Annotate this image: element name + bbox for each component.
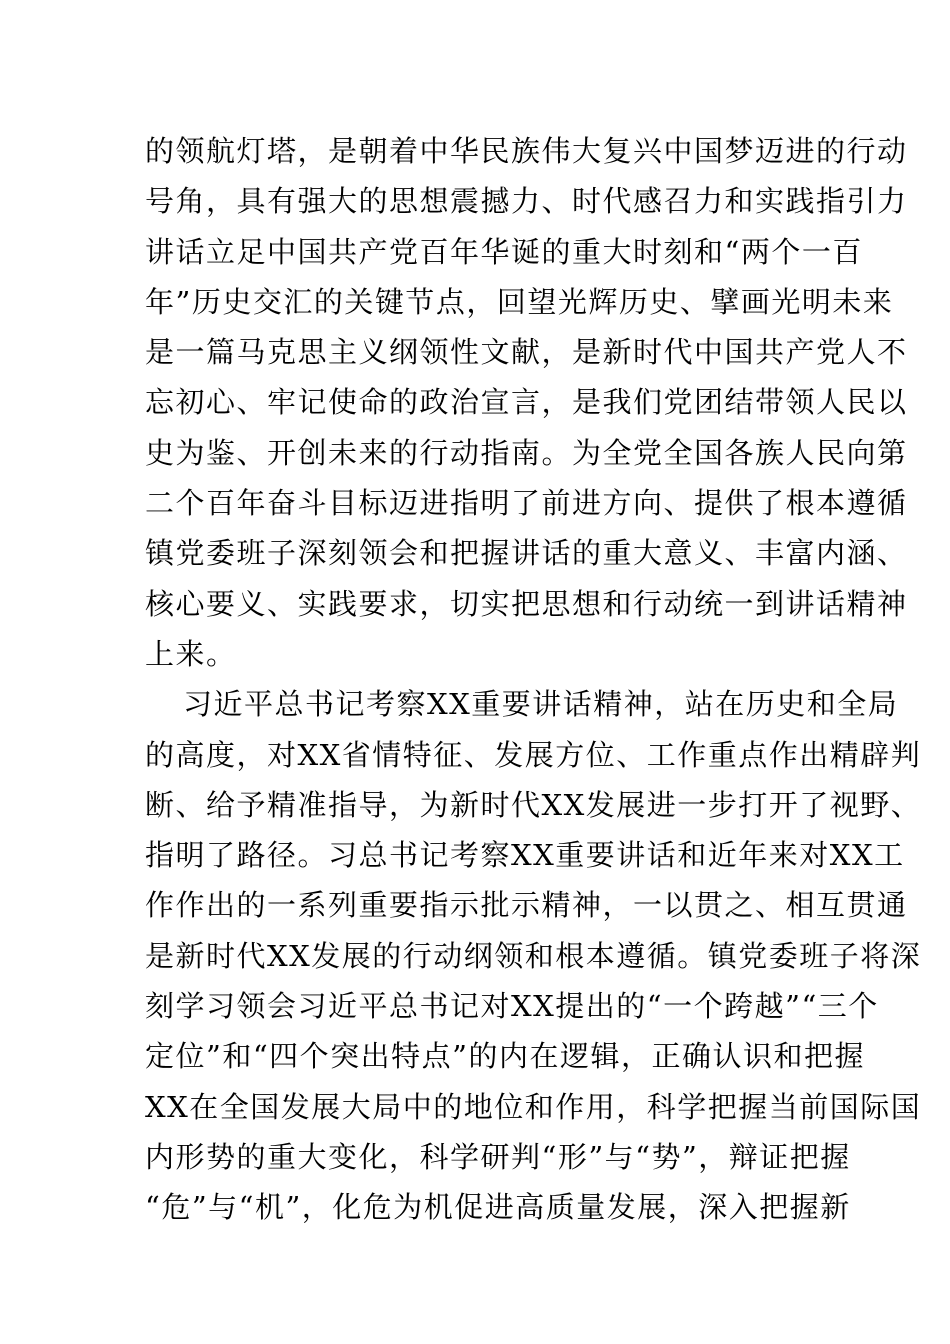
text-line: 的领航灯塔，是朝着中华民族伟大复兴中国梦迈进的行动 <box>145 134 908 168</box>
text-line: 定位”和“四个突出特点”的内在逻辑，正确认识和把握 <box>145 1039 865 1074</box>
text-line: “危”与“机”，化危为机促进高质量发展，深入把握新 <box>145 1190 851 1225</box>
text-line: 是新时代XX发展的行动纲领和根本遵循。镇党委班子将深 <box>145 938 922 973</box>
text-line: 号角，具有强大的思想震撼力、时代感召力和实践指引力 <box>145 184 908 219</box>
text-line: 年”历史交汇的关键节点，回望光辉历史、擘画光明未来 <box>145 284 894 319</box>
text-line: 史为鉴、开创未来的行动指南。为全党全国各族人民向第 <box>145 435 908 470</box>
text-line: 刻学习领会习近平总书记对XX提出的“一个跨越”“三个 <box>145 989 879 1024</box>
text-line: 内形势的重大变化，科学研判“形”与“势”，辩证把握 <box>145 1139 851 1174</box>
text-line: 习近平总书记考察XX重要讲话精神，站在历史和全局 <box>183 687 899 722</box>
text-line: 指明了路径。习总书记考察XX重要讲话和近年来对XX工 <box>145 838 905 873</box>
paragraph-2 <box>145 679 922 1232</box>
text-line: 忘初心、牢记使命的政治宣言，是我们党团结带领人民以 <box>145 385 908 420</box>
text-line: 的高度，对XX省情特征、发展方位、工作重点作出精辟判 <box>145 737 922 772</box>
text-line: 是一篇马克思主义纲领性文献，是新时代中国共产党人不 <box>145 335 908 370</box>
text-line: 镇党委班子深刻领会和把握讲话的重大意义、丰富内涵、 <box>145 536 908 571</box>
text-line: 核心要义、实践要求，切实把思想和行动统一到讲话精神 <box>145 586 908 621</box>
text-line: 讲话立足中国共产党百年华诞的重大时刻和“两个一百 <box>145 234 863 269</box>
text-line: 作作出的一系列重要指示批示精神，一以贯之、相互贯通 <box>145 888 908 923</box>
text-line: 上来。 <box>145 636 237 671</box>
text-line: 断、给予精准指导，为新时代XX发展进一步打开了视野、 <box>145 787 922 822</box>
paragraph-1 <box>145 126 908 679</box>
text-line: XX在全国发展大局中的地位和作用，科学把握当前国际国 <box>145 1089 922 1124</box>
document-body <box>145 126 922 1233</box>
text-line: 二个百年奋斗目标迈进指明了前进方向、提供了根本遵循 <box>145 486 908 521</box>
